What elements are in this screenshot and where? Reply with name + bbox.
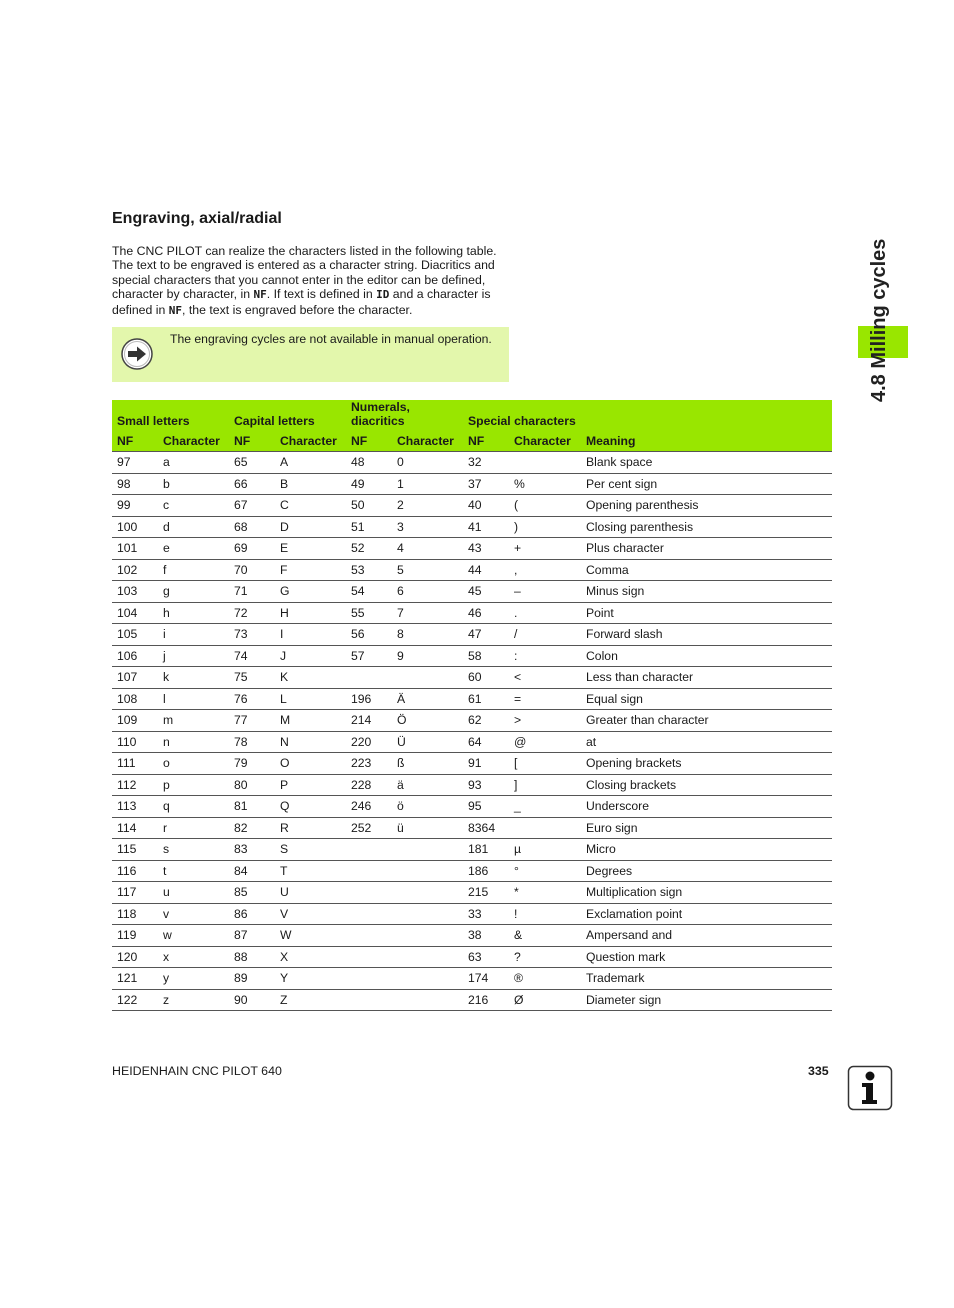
cell-nf-special: 38: [463, 925, 509, 947]
cell-nf-special: 44: [463, 559, 509, 581]
cell-nf-capital: 84: [229, 860, 275, 882]
cell-nf-small: 111: [112, 753, 158, 775]
header-special: Special characters: [463, 400, 581, 428]
cell-meaning: Trademark: [581, 968, 832, 990]
cell-meaning: Closing parenthesis: [581, 516, 832, 538]
cell-char-small: e: [158, 538, 229, 560]
cell-nf-numeral: 228: [346, 774, 392, 796]
cell-char-capital: U: [275, 882, 346, 904]
intro-paragraph: [112, 244, 508, 318]
col-character: Character: [509, 428, 581, 452]
chapter-title: 4.8 Milling cycles: [868, 238, 890, 402]
cell-char-small: t: [158, 860, 229, 882]
table-row: [112, 903, 832, 925]
table-row: [112, 796, 832, 818]
cell-nf-small: 97: [112, 452, 158, 474]
cell-nf-special: 47: [463, 624, 509, 646]
cell-meaning: Greater than character: [581, 710, 832, 732]
cell-char-small: m: [158, 710, 229, 732]
cell-char-special: µ: [509, 839, 581, 861]
cell-char-numeral: 9: [392, 645, 463, 667]
intro-code-nf: NF: [253, 288, 267, 302]
cell-char-small: y: [158, 968, 229, 990]
table-row: [112, 624, 832, 646]
cell-nf-capital: 69: [229, 538, 275, 560]
table-row: [112, 667, 832, 689]
cell-char-capital: Y: [275, 968, 346, 990]
cell-nf-small: 107: [112, 667, 158, 689]
cell-nf-small: 104: [112, 602, 158, 624]
cell-nf-small: 100: [112, 516, 158, 538]
cell-nf-small: 113: [112, 796, 158, 818]
cell-nf-capital: 83: [229, 839, 275, 861]
table-row: [112, 688, 832, 710]
cell-nf-capital: 65: [229, 452, 275, 474]
cell-nf-capital: 81: [229, 796, 275, 818]
cell-char-capital: Q: [275, 796, 346, 818]
cell-nf-special: 181: [463, 839, 509, 861]
cell-char-numeral: ß: [392, 753, 463, 775]
cell-char-capital: S: [275, 839, 346, 861]
cell-nf-special: 40: [463, 495, 509, 517]
cell-meaning: Point: [581, 602, 832, 624]
cell-nf-special: 8364: [463, 817, 509, 839]
cell-char-small: f: [158, 559, 229, 581]
cell-nf-numeral: 220: [346, 731, 392, 753]
table-row: [112, 645, 832, 667]
cell-char-numeral: ö: [392, 796, 463, 818]
cell-char-numeral: [392, 839, 463, 861]
cell-nf-small: 114: [112, 817, 158, 839]
cell-meaning: Underscore: [581, 796, 832, 818]
cell-nf-special: 41: [463, 516, 509, 538]
cell-nf-special: 60: [463, 667, 509, 689]
cell-char-special: °: [509, 860, 581, 882]
cell-nf-numeral: [346, 860, 392, 882]
intro-code-id: ID: [376, 288, 390, 302]
cell-meaning: Micro: [581, 839, 832, 861]
table-row: [112, 925, 832, 947]
col-character: Character: [392, 428, 463, 452]
cell-char-small: q: [158, 796, 229, 818]
cell-char-small: z: [158, 989, 229, 1011]
cell-char-small: d: [158, 516, 229, 538]
cell-nf-special: 46: [463, 602, 509, 624]
cell-char-small: u: [158, 882, 229, 904]
cell-char-numeral: [392, 946, 463, 968]
cell-char-small: g: [158, 581, 229, 603]
cell-nf-capital: 72: [229, 602, 275, 624]
cell-nf-numeral: [346, 882, 392, 904]
cell-nf-capital: 75: [229, 667, 275, 689]
page-number: 335: [808, 1064, 829, 1078]
cell-char-special: ?: [509, 946, 581, 968]
cell-nf-capital: 78: [229, 731, 275, 753]
cell-char-capital: G: [275, 581, 346, 603]
cell-nf-capital: 82: [229, 817, 275, 839]
cell-char-capital: M: [275, 710, 346, 732]
cell-nf-special: 62: [463, 710, 509, 732]
cell-char-numeral: 3: [392, 516, 463, 538]
cell-meaning: Opening brackets: [581, 753, 832, 775]
cell-nf-numeral: 51: [346, 516, 392, 538]
cell-nf-special: 45: [463, 581, 509, 603]
cell-nf-numeral: 246: [346, 796, 392, 818]
cell-nf-capital: 71: [229, 581, 275, 603]
cell-nf-numeral: 223: [346, 753, 392, 775]
cell-meaning: Colon: [581, 645, 832, 667]
table-row: [112, 452, 832, 474]
cell-nf-small: 105: [112, 624, 158, 646]
cell-nf-small: 102: [112, 559, 158, 581]
cell-char-numeral: 6: [392, 581, 463, 603]
cell-nf-capital: 90: [229, 989, 275, 1011]
table-row: [112, 495, 832, 517]
cell-char-small: a: [158, 452, 229, 474]
cell-char-capital: I: [275, 624, 346, 646]
cell-meaning: Closing brackets: [581, 774, 832, 796]
cell-nf-special: 43: [463, 538, 509, 560]
cell-nf-small: 115: [112, 839, 158, 861]
cell-char-capital: P: [275, 774, 346, 796]
cell-char-small: r: [158, 817, 229, 839]
cell-nf-small: 110: [112, 731, 158, 753]
cell-nf-small: 122: [112, 989, 158, 1011]
cell-char-numeral: 2: [392, 495, 463, 517]
cell-nf-capital: 88: [229, 946, 275, 968]
cell-char-capital: J: [275, 645, 346, 667]
cell-nf-small: 106: [112, 645, 158, 667]
table-row: [112, 602, 832, 624]
cell-char-small: x: [158, 946, 229, 968]
cell-nf-small: 119: [112, 925, 158, 947]
cell-char-capital: V: [275, 903, 346, 925]
cell-nf-numeral: 53: [346, 559, 392, 581]
cell-char-numeral: [392, 667, 463, 689]
cell-char-small: h: [158, 602, 229, 624]
cell-nf-small: 103: [112, 581, 158, 603]
col-character: Character: [275, 428, 346, 452]
cell-char-special: ): [509, 516, 581, 538]
cell-nf-special: 93: [463, 774, 509, 796]
cell-char-capital: B: [275, 473, 346, 495]
cell-nf-numeral: [346, 667, 392, 689]
cell-char-numeral: ä: [392, 774, 463, 796]
cell-char-special: &: [509, 925, 581, 947]
note-text: The engraving cycles are not available in manual operation.: [170, 332, 492, 346]
cell-char-small: i: [158, 624, 229, 646]
cell-char-special: /: [509, 624, 581, 646]
cell-nf-numeral: 49: [346, 473, 392, 495]
cell-char-capital: O: [275, 753, 346, 775]
cell-nf-small: 112: [112, 774, 158, 796]
cell-nf-special: 91: [463, 753, 509, 775]
table-row: [112, 774, 832, 796]
cell-nf-special: 64: [463, 731, 509, 753]
cell-nf-special: 174: [463, 968, 509, 990]
cell-nf-small: 108: [112, 688, 158, 710]
cell-char-special: *: [509, 882, 581, 904]
col-character: Character: [158, 428, 229, 452]
col-nf: NF: [112, 428, 158, 452]
cell-char-special: +: [509, 538, 581, 560]
table-row: [112, 946, 832, 968]
cell-char-small: l: [158, 688, 229, 710]
note-box: [112, 327, 509, 382]
header-empty: [581, 400, 832, 428]
cell-meaning: at: [581, 731, 832, 753]
cell-nf-capital: 87: [229, 925, 275, 947]
footer-product: HEIDENHAIN CNC PILOT 640: [112, 1064, 282, 1078]
cell-nf-capital: 74: [229, 645, 275, 667]
cell-char-capital: Z: [275, 989, 346, 1011]
cell-nf-special: 58: [463, 645, 509, 667]
cell-nf-small: 101: [112, 538, 158, 560]
cell-char-numeral: Ö: [392, 710, 463, 732]
cell-nf-numeral: 252: [346, 817, 392, 839]
cell-char-special: ®: [509, 968, 581, 990]
cell-nf-numeral: [346, 925, 392, 947]
cell-char-small: s: [158, 839, 229, 861]
section-title: Engraving, axial/radial: [112, 210, 282, 227]
table-row: [112, 731, 832, 753]
cell-char-capital: N: [275, 731, 346, 753]
cell-char-special: !: [509, 903, 581, 925]
cell-nf-small: 118: [112, 903, 158, 925]
cell-meaning: Minus sign: [581, 581, 832, 603]
cell-char-capital: E: [275, 538, 346, 560]
cell-meaning: Euro sign: [581, 817, 832, 839]
cell-nf-capital: 76: [229, 688, 275, 710]
cell-nf-numeral: 52: [346, 538, 392, 560]
cell-char-numeral: 4: [392, 538, 463, 560]
cell-meaning: Diameter sign: [581, 989, 832, 1011]
cell-nf-numeral: [346, 989, 392, 1011]
cell-nf-small: 120: [112, 946, 158, 968]
cell-meaning: Ampersand and: [581, 925, 832, 947]
cell-char-special: %: [509, 473, 581, 495]
table-row: [112, 882, 832, 904]
intro-text-4: , the text is engraved before the character.: [182, 302, 413, 317]
table-row: [112, 710, 832, 732]
cell-char-special: >: [509, 710, 581, 732]
cell-nf-numeral: 57: [346, 645, 392, 667]
header-capital-letters: Capital letters: [229, 400, 346, 428]
cell-char-special: <: [509, 667, 581, 689]
col-nf: NF: [229, 428, 275, 452]
cell-char-capital: D: [275, 516, 346, 538]
table-body: [112, 452, 832, 1011]
cell-char-numeral: 5: [392, 559, 463, 581]
cell-nf-special: 95: [463, 796, 509, 818]
arrow-right-circle-icon: [121, 338, 153, 370]
cell-char-small: o: [158, 753, 229, 775]
table-row: [112, 516, 832, 538]
cell-meaning: Multiplication sign: [581, 882, 832, 904]
cell-char-numeral: [392, 968, 463, 990]
cell-meaning: Blank space: [581, 452, 832, 474]
col-meaning: Meaning: [581, 428, 832, 452]
cell-nf-small: 121: [112, 968, 158, 990]
cell-char-capital: R: [275, 817, 346, 839]
cell-char-numeral: ü: [392, 817, 463, 839]
intro-text-3: and a character is defined in: [112, 287, 491, 317]
cell-nf-numeral: 54: [346, 581, 392, 603]
cell-nf-capital: 89: [229, 968, 275, 990]
cell-char-numeral: Ä: [392, 688, 463, 710]
cell-char-numeral: [392, 882, 463, 904]
cell-meaning: Equal sign: [581, 688, 832, 710]
cell-char-small: w: [158, 925, 229, 947]
cell-nf-special: 37: [463, 473, 509, 495]
cell-char-capital: C: [275, 495, 346, 517]
cell-char-special: @: [509, 731, 581, 753]
cell-meaning: Comma: [581, 559, 832, 581]
intro-code-nf-2: NF: [168, 303, 182, 317]
header-numerals: Numerals, diacritics: [346, 400, 463, 428]
cell-char-capital: H: [275, 602, 346, 624]
cell-nf-numeral: [346, 968, 392, 990]
cell-char-numeral: 8: [392, 624, 463, 646]
cell-nf-special: 216: [463, 989, 509, 1011]
cell-char-numeral: [392, 925, 463, 947]
cell-nf-capital: 80: [229, 774, 275, 796]
cell-nf-capital: 77: [229, 710, 275, 732]
cell-nf-capital: 85: [229, 882, 275, 904]
cell-nf-small: 109: [112, 710, 158, 732]
cell-nf-numeral: 48: [346, 452, 392, 474]
cell-nf-numeral: 56: [346, 624, 392, 646]
cell-char-special: –: [509, 581, 581, 603]
table-row: [112, 538, 832, 560]
cell-nf-special: 186: [463, 860, 509, 882]
cell-char-capital: T: [275, 860, 346, 882]
cell-char-numeral: 1: [392, 473, 463, 495]
cell-nf-small: 99: [112, 495, 158, 517]
cell-char-small: c: [158, 495, 229, 517]
table-row: [112, 968, 832, 990]
cell-nf-numeral: [346, 839, 392, 861]
cell-meaning: Degrees: [581, 860, 832, 882]
cell-char-special: ,: [509, 559, 581, 581]
col-nf: NF: [463, 428, 509, 452]
cell-meaning: Plus character: [581, 538, 832, 560]
cell-nf-special: 33: [463, 903, 509, 925]
table-row: [112, 989, 832, 1011]
engraving-character-table: [112, 400, 832, 1011]
cell-nf-small: 98: [112, 473, 158, 495]
cell-char-numeral: 7: [392, 602, 463, 624]
cell-nf-capital: 86: [229, 903, 275, 925]
cell-char-numeral: Ü: [392, 731, 463, 753]
cell-nf-capital: 79: [229, 753, 275, 775]
cell-char-small: p: [158, 774, 229, 796]
table-row: [112, 860, 832, 882]
cell-nf-capital: 67: [229, 495, 275, 517]
cell-meaning: Opening parenthesis: [581, 495, 832, 517]
table-row: [112, 753, 832, 775]
cell-char-numeral: 0: [392, 452, 463, 474]
cell-nf-small: 117: [112, 882, 158, 904]
cell-char-special: Ø: [509, 989, 581, 1011]
cell-char-numeral: [392, 860, 463, 882]
cell-char-capital: A: [275, 452, 346, 474]
cell-char-special: (: [509, 495, 581, 517]
cell-nf-numeral: [346, 903, 392, 925]
cell-char-capital: X: [275, 946, 346, 968]
cell-nf-special: 63: [463, 946, 509, 968]
cell-nf-capital: 66: [229, 473, 275, 495]
cell-char-capital: W: [275, 925, 346, 947]
cell-nf-capital: 70: [229, 559, 275, 581]
chapter-tab-label: [868, 212, 896, 402]
cell-nf-capital: 68: [229, 516, 275, 538]
cell-nf-special: 61: [463, 688, 509, 710]
cell-char-capital: L: [275, 688, 346, 710]
table-row: [112, 559, 832, 581]
intro-text-1: The CNC PILOT can realize the characters listed in the following table. The text to be engraved is entered as a character string. Diacritics and special characters that you cannot enter in the editor can be defined, character by character, in: [112, 244, 497, 302]
cell-nf-numeral: 50: [346, 495, 392, 517]
cell-char-special: .: [509, 602, 581, 624]
cell-char-capital: F: [275, 559, 346, 581]
table-row: [112, 817, 832, 839]
cell-nf-special: 215: [463, 882, 509, 904]
cell-meaning: Less than character: [581, 667, 832, 689]
cell-char-small: n: [158, 731, 229, 753]
cell-char-small: v: [158, 903, 229, 925]
cell-meaning: Question mark: [581, 946, 832, 968]
info-icon: [847, 1065, 893, 1111]
table-row: [112, 473, 832, 495]
cell-char-small: j: [158, 645, 229, 667]
cell-meaning: Forward slash: [581, 624, 832, 646]
cell-meaning: Per cent sign: [581, 473, 832, 495]
cell-nf-special: 32: [463, 452, 509, 474]
cell-nf-capital: 73: [229, 624, 275, 646]
cell-nf-numeral: [346, 946, 392, 968]
cell-meaning: Exclamation point: [581, 903, 832, 925]
cell-char-special: ]: [509, 774, 581, 796]
cell-char-special: [: [509, 753, 581, 775]
cell-char-small: k: [158, 667, 229, 689]
cell-char-special: :: [509, 645, 581, 667]
col-nf: NF: [346, 428, 392, 452]
cell-char-special: _: [509, 796, 581, 818]
cell-nf-small: 116: [112, 860, 158, 882]
cell-char-special: =: [509, 688, 581, 710]
cell-char-special: [509, 817, 581, 839]
cell-char-numeral: [392, 989, 463, 1011]
cell-nf-numeral: 55: [346, 602, 392, 624]
cell-char-capital: K: [275, 667, 346, 689]
cell-char-special: [509, 452, 581, 474]
intro-text-2: . If text is defined in: [266, 287, 377, 302]
cell-char-numeral: [392, 903, 463, 925]
table-row: [112, 839, 832, 861]
cell-char-small: b: [158, 473, 229, 495]
header-small-letters: Small letters: [112, 400, 229, 428]
cell-nf-numeral: 196: [346, 688, 392, 710]
table-row: [112, 581, 832, 603]
cell-nf-numeral: 214: [346, 710, 392, 732]
